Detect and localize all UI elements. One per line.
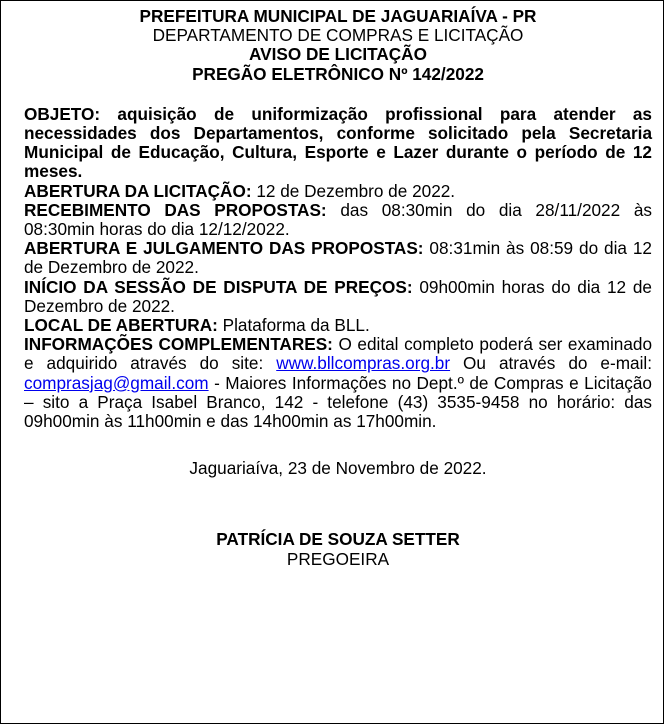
pregao-number: PREGÃO ELETRÔNICO Nº 142/2022: [192, 63, 484, 84]
dateline: Jaguariaíva, 23 de Novembro de 2022.: [189, 458, 487, 479]
signature-block: [24, 530, 652, 568]
informacoes-text-1: O edital completo poderá ser examinado e adquirido através do site:: [24, 334, 653, 374]
site-link[interactable]: www.bllcompras.org.br: [276, 353, 451, 374]
recebimento-paragraph: [24, 201, 652, 239]
informacoes-paragraph: [24, 335, 652, 431]
informacoes-text-3: - Maiores Informações no Dept.º de Compras e Licitação – sito a Praça Isabel Branco, 142 - telefone (43) 3535-9458 no horário: das 09h00min às 11h00min e das 14h00min as 17h00min.: [24, 372, 652, 432]
notice-header: [24, 7, 652, 84]
julgamento-value: 08:31min às 08:59 do dia 12 de Dezembro de 2022.: [24, 238, 652, 278]
email-link[interactable]: comprasjag@gmail.com: [24, 372, 209, 393]
informacoes-label: INFORMAÇÕES COMPLEMENTARES:: [24, 334, 333, 355]
signatory-role: PREGOEIRA: [286, 548, 390, 569]
informacoes-text-2: Ou através do e-mail:: [450, 353, 652, 374]
signatory-name: PATRÍCIA DE SOUZA SETTER: [216, 529, 460, 550]
local-label: LOCAL DE ABERTURA:: [24, 315, 218, 336]
disputa-paragraph: [24, 278, 652, 316]
local-paragraph: [24, 316, 652, 335]
recebimento-value: das 08:30min do dia 28/11/2022 às 08:30min horas do dia 12/12/2022.: [24, 199, 652, 240]
objeto-paragraph: OBJETO: aquisição de uniformização profissional para atender as necessidades dos Departamentos, conforme solicitado pela Secretaria Municipal de Educação, Cultura, Esporte e Lazer durante o período de 12 meses.: [24, 103, 652, 182]
disputa-value: 09h00min horas do dia 12 de Dezembro de 2022.: [24, 276, 652, 316]
prefeitura-title: PREFEITURA MUNICIPAL DE JAGUARIAÍVA - PR: [139, 6, 537, 26]
local-value: Plataforma da BLL.: [217, 315, 370, 336]
julgamento-paragraph: [24, 239, 652, 277]
departamento-title: DEPARTAMENTO DE COMPRAS E LICITAÇÃO: [152, 25, 524, 46]
julgamento-label: ABERTURA E JULGAMENTO DAS PROPOSTAS:: [24, 238, 424, 259]
abertura-paragraph: [24, 182, 652, 201]
recebimento-label: RECEBIMENTO DAS PROPOSTAS:: [24, 199, 327, 220]
abertura-value: 12 de Dezembro de 2022.: [251, 180, 456, 201]
disputa-label: INÍCIO DA SESSÃO DE DISPUTA DE PREÇOS:: [24, 276, 413, 297]
abertura-label: ABERTURA DA LICITAÇÃO:: [24, 180, 252, 201]
aviso-title: AVISO DE LICITAÇÃO: [249, 44, 427, 65]
